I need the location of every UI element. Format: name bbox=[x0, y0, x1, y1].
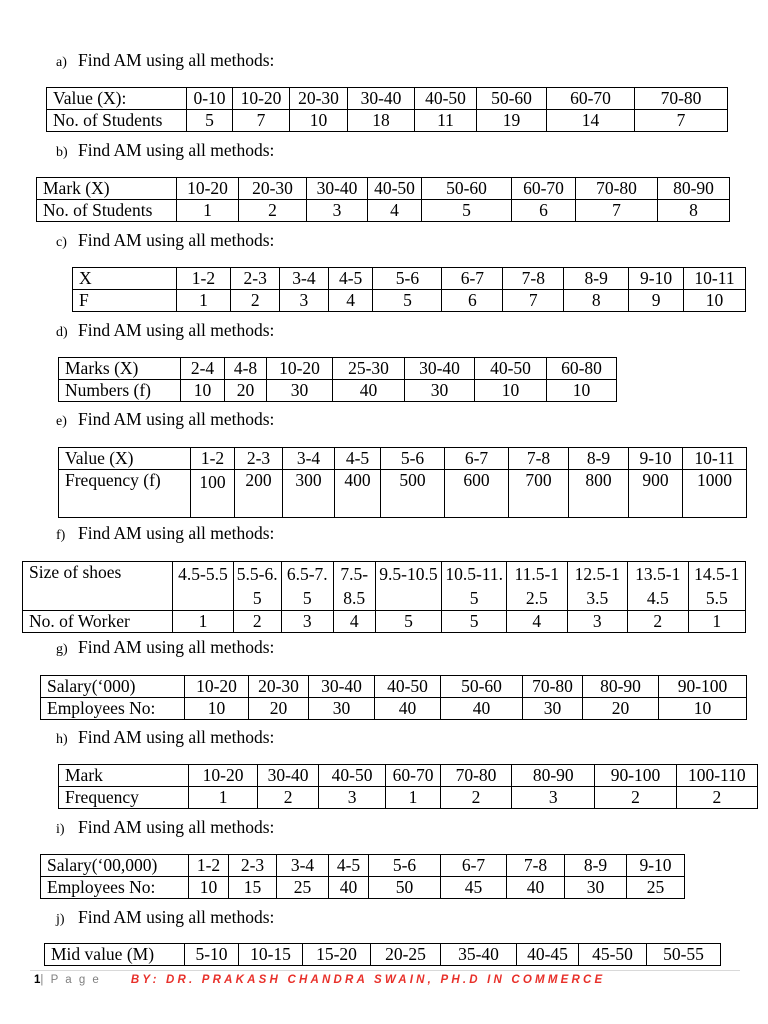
table-cell: 1 bbox=[189, 787, 258, 809]
table-cell: 15-20 bbox=[303, 944, 371, 966]
table-cell: 2 bbox=[231, 290, 280, 312]
table-cell: 50-60 bbox=[441, 676, 523, 698]
table-cell: 20-25 bbox=[371, 944, 441, 966]
table-row bbox=[73, 290, 746, 312]
table-cell: 2-3 bbox=[231, 268, 280, 290]
table-i bbox=[40, 854, 685, 899]
table-cell: 35-40 bbox=[441, 944, 517, 966]
question-text: Find AM using all methods: bbox=[78, 230, 275, 250]
table-row bbox=[37, 178, 730, 200]
table-cell: 2 bbox=[628, 611, 689, 633]
table-cell: 30-40 bbox=[405, 358, 475, 380]
table-a bbox=[46, 87, 728, 132]
author-credit: BY: DR. PRAKASH CHANDRA SWAIN, PH.D IN COMMERCE bbox=[130, 974, 606, 986]
table-cell: 10-20 bbox=[233, 88, 290, 110]
table-cell: 30 bbox=[309, 698, 375, 720]
table-row bbox=[59, 787, 758, 809]
table-cell: 70-80 bbox=[635, 88, 728, 110]
table-cell: 13.5-14.5 bbox=[628, 562, 689, 611]
table-cell: 10 bbox=[475, 380, 547, 402]
row-header: No. of Students bbox=[47, 110, 187, 132]
table-cell: 9-10 bbox=[629, 448, 683, 470]
table-cell: 30 bbox=[405, 380, 475, 402]
table-cell: 4-5 bbox=[328, 268, 373, 290]
table-cell: 10 bbox=[547, 380, 617, 402]
table-row bbox=[73, 268, 746, 290]
table-row bbox=[41, 877, 685, 899]
table-c bbox=[72, 267, 746, 312]
table-cell: 2-4 bbox=[181, 358, 225, 380]
table-row bbox=[23, 611, 746, 633]
table-cell: 3 bbox=[567, 611, 628, 633]
question-text: Find AM using all methods: bbox=[78, 637, 275, 657]
table-cell: 6-7 bbox=[445, 448, 509, 470]
table-cell: 20 bbox=[583, 698, 659, 720]
table-cell: 5 bbox=[422, 200, 512, 222]
row-header: Mark (X) bbox=[37, 178, 177, 200]
table-cell: 1 bbox=[688, 611, 745, 633]
table-cell: 10-11 bbox=[684, 268, 746, 290]
table-cell: 11.5-12.5 bbox=[507, 562, 568, 611]
table-cell: 30 bbox=[565, 877, 627, 899]
table-cell: 10 bbox=[659, 698, 747, 720]
table-cell: 25 bbox=[277, 877, 329, 899]
table-cell: 9 bbox=[629, 290, 684, 312]
table-cell: 30-40 bbox=[309, 676, 375, 698]
table-cell: 2-3 bbox=[235, 448, 283, 470]
table-cell: 45-50 bbox=[579, 944, 647, 966]
table-cell: 50-60 bbox=[422, 178, 512, 200]
table-cell: 900 bbox=[629, 470, 683, 518]
question-label: a) bbox=[56, 55, 67, 70]
table-row bbox=[47, 88, 728, 110]
table-cell: 7-8 bbox=[507, 855, 565, 877]
table-cell: 30-40 bbox=[348, 88, 415, 110]
page-number: 1 bbox=[34, 974, 41, 986]
table-cell: 90-100 bbox=[659, 676, 747, 698]
table-cell: 50 bbox=[369, 877, 441, 899]
question-label: j) bbox=[56, 912, 65, 927]
table-cell: 500 bbox=[381, 470, 445, 518]
table-cell: 7-8 bbox=[503, 268, 564, 290]
question-a bbox=[56, 50, 274, 73]
table-cell: 40 bbox=[441, 698, 523, 720]
table-cell: 70-80 bbox=[523, 676, 583, 698]
table-cell: 10-20 bbox=[185, 676, 249, 698]
table-cell: 50-55 bbox=[647, 944, 721, 966]
table-cell: 100-110 bbox=[676, 765, 757, 787]
table-cell: 5.5-6.5 bbox=[233, 562, 281, 611]
table-cell: 12.5-13.5 bbox=[567, 562, 628, 611]
table-cell: 20-30 bbox=[290, 88, 348, 110]
table-cell: 6-7 bbox=[442, 268, 503, 290]
table-cell: 9-10 bbox=[627, 855, 685, 877]
question-label: b) bbox=[56, 145, 68, 160]
page-label: | P a g e bbox=[40, 974, 101, 986]
table-cell: 5 bbox=[375, 611, 442, 633]
row-header: No. of Worker bbox=[23, 611, 173, 633]
table-cell: 3 bbox=[307, 200, 368, 222]
table-cell: 5 bbox=[442, 611, 507, 633]
table-cell: 2 bbox=[440, 787, 511, 809]
table-cell: 4 bbox=[333, 611, 375, 633]
question-text: Find AM using all methods: bbox=[78, 409, 275, 429]
table-cell: 3-4 bbox=[280, 268, 329, 290]
question-g bbox=[56, 637, 274, 660]
row-header: F bbox=[73, 290, 177, 312]
page-footer bbox=[34, 974, 605, 986]
table-cell: 1 bbox=[176, 290, 231, 312]
table-cell: 7 bbox=[503, 290, 564, 312]
table-cell: 40 bbox=[507, 877, 565, 899]
table-row bbox=[59, 448, 747, 470]
table-cell: 6 bbox=[512, 200, 576, 222]
table-cell: 4.5-5.5 bbox=[173, 562, 234, 611]
question-text: Find AM using all methods: bbox=[78, 320, 275, 340]
table-g bbox=[40, 675, 747, 720]
table-cell: 45 bbox=[441, 877, 507, 899]
table-cell: 400 bbox=[335, 470, 381, 518]
question-c bbox=[56, 230, 274, 253]
table-cell: 7.5-8.5 bbox=[333, 562, 375, 611]
row-header: Employees No: bbox=[41, 698, 185, 720]
question-text: Find AM using all methods: bbox=[78, 727, 275, 747]
table-cell: 1-2 bbox=[189, 855, 229, 877]
table-row bbox=[45, 944, 721, 966]
table-cell: 10-20 bbox=[189, 765, 258, 787]
table-cell: 40 bbox=[333, 380, 405, 402]
question-label: d) bbox=[56, 325, 68, 340]
table-cell: 3 bbox=[281, 611, 333, 633]
table-cell: 300 bbox=[283, 470, 335, 518]
table-cell: 50-60 bbox=[477, 88, 547, 110]
question-label: h) bbox=[56, 732, 68, 747]
table-cell: 80-90 bbox=[658, 178, 730, 200]
table-b bbox=[36, 177, 730, 222]
table-cell: 10-20 bbox=[267, 358, 333, 380]
question-text: Find AM using all methods: bbox=[78, 50, 275, 70]
row-header: Value (X): bbox=[47, 88, 187, 110]
row-header: Numbers (f) bbox=[59, 380, 181, 402]
footer-divider bbox=[30, 970, 740, 971]
table-cell: 7 bbox=[233, 110, 290, 132]
table-cell: 4 bbox=[368, 200, 422, 222]
question-d bbox=[56, 320, 274, 343]
question-label: g) bbox=[56, 642, 68, 657]
table-cell: 2 bbox=[676, 787, 757, 809]
table-cell: 3 bbox=[280, 290, 329, 312]
table-cell: 70-80 bbox=[440, 765, 511, 787]
question-text: Find AM using all methods: bbox=[78, 523, 275, 543]
row-header: Mid value (M) bbox=[45, 944, 185, 966]
table-cell: 15 bbox=[229, 877, 277, 899]
table-cell: 18 bbox=[348, 110, 415, 132]
table-cell: 90-100 bbox=[595, 765, 676, 787]
question-b bbox=[56, 140, 274, 163]
table-cell: 8-9 bbox=[569, 448, 629, 470]
table-cell: 20-30 bbox=[249, 676, 309, 698]
table-row bbox=[47, 110, 728, 132]
table-cell: 30 bbox=[523, 698, 583, 720]
table-cell: 600 bbox=[445, 470, 509, 518]
question-text: Find AM using all methods: bbox=[78, 140, 275, 160]
row-header: Salary(‘000) bbox=[41, 676, 185, 698]
question-label: e) bbox=[56, 414, 67, 429]
table-cell: 10 bbox=[290, 110, 348, 132]
table-cell: 40-50 bbox=[415, 88, 477, 110]
row-header: Salary(‘00,000) bbox=[41, 855, 189, 877]
table-cell: 10.5-11.5 bbox=[442, 562, 507, 611]
table-cell: 30 bbox=[267, 380, 333, 402]
table-cell: 8 bbox=[564, 290, 629, 312]
table-cell: 3 bbox=[512, 787, 595, 809]
row-header: Marks (X) bbox=[59, 358, 181, 380]
table-cell: 60-70 bbox=[547, 88, 635, 110]
table-row bbox=[23, 562, 746, 611]
table-cell: 70-80 bbox=[576, 178, 658, 200]
table-cell: 4 bbox=[507, 611, 568, 633]
table-row bbox=[41, 698, 747, 720]
table-cell: 4-5 bbox=[329, 855, 369, 877]
table-cell: 60-70 bbox=[386, 765, 441, 787]
table-cell: 60-80 bbox=[547, 358, 617, 380]
table-cell: 8-9 bbox=[564, 268, 629, 290]
table-cell: 5-6 bbox=[381, 448, 445, 470]
table-cell: 7 bbox=[635, 110, 728, 132]
table-e bbox=[58, 447, 747, 518]
table-cell: 5-6 bbox=[369, 855, 441, 877]
table-cell: 6-7 bbox=[441, 855, 507, 877]
table-h bbox=[58, 764, 758, 809]
table-cell: 800 bbox=[569, 470, 629, 518]
table-cell: 6.5-7.5 bbox=[281, 562, 333, 611]
table-cell: 25 bbox=[627, 877, 685, 899]
table-cell: 3-4 bbox=[277, 855, 329, 877]
table-cell: 10-15 bbox=[239, 944, 303, 966]
table-cell: 2 bbox=[595, 787, 676, 809]
table-cell: 1-2 bbox=[191, 448, 235, 470]
table-cell: 10-20 bbox=[177, 178, 239, 200]
table-cell: 40 bbox=[375, 698, 441, 720]
table-cell: 700 bbox=[509, 470, 569, 518]
question-label: i) bbox=[56, 822, 65, 837]
table-cell: 3-4 bbox=[283, 448, 335, 470]
table-cell: 14 bbox=[547, 110, 635, 132]
table-j bbox=[44, 943, 721, 966]
table-row bbox=[41, 676, 747, 698]
table-cell: 2 bbox=[233, 611, 281, 633]
table-cell: 0-10 bbox=[187, 88, 233, 110]
table-cell: 2 bbox=[258, 787, 319, 809]
table-cell: 10 bbox=[189, 877, 229, 899]
table-cell: 1-2 bbox=[176, 268, 231, 290]
table-cell: 25-30 bbox=[333, 358, 405, 380]
table-cell: 1 bbox=[173, 611, 234, 633]
table-cell: 7 bbox=[576, 200, 658, 222]
table-cell: 100 bbox=[191, 470, 235, 518]
table-cell: 11 bbox=[415, 110, 477, 132]
table-cell: 40-50 bbox=[368, 178, 422, 200]
table-cell: 4 bbox=[328, 290, 373, 312]
table-cell: 5-6 bbox=[373, 268, 442, 290]
table-cell: 200 bbox=[235, 470, 283, 518]
table-row bbox=[59, 765, 758, 787]
table-cell: 5 bbox=[373, 290, 442, 312]
table-cell: 8 bbox=[658, 200, 730, 222]
table-cell: 80-90 bbox=[512, 765, 595, 787]
table-row bbox=[59, 380, 617, 402]
table-cell: 5-10 bbox=[185, 944, 239, 966]
question-h bbox=[56, 727, 274, 750]
question-label: c) bbox=[56, 235, 67, 250]
table-cell: 2-3 bbox=[229, 855, 277, 877]
table-cell: 10 bbox=[684, 290, 746, 312]
table-cell: 40-45 bbox=[517, 944, 579, 966]
table-row bbox=[59, 358, 617, 380]
table-cell: 10 bbox=[181, 380, 225, 402]
question-label: f) bbox=[56, 528, 66, 543]
table-cell: 1 bbox=[177, 200, 239, 222]
table-cell: 40-50 bbox=[319, 765, 386, 787]
table-cell: 20 bbox=[249, 698, 309, 720]
question-f bbox=[56, 523, 274, 546]
question-text: Find AM using all methods: bbox=[78, 907, 275, 927]
question-j bbox=[56, 907, 274, 930]
table-cell: 10-11 bbox=[683, 448, 747, 470]
table-cell: 80-90 bbox=[583, 676, 659, 698]
table-cell: 8-9 bbox=[565, 855, 627, 877]
table-cell: 20 bbox=[225, 380, 267, 402]
table-cell: 2 bbox=[239, 200, 307, 222]
question-text: Find AM using all methods: bbox=[78, 817, 275, 837]
row-header: Mark bbox=[59, 765, 189, 787]
row-header: Frequency bbox=[59, 787, 189, 809]
row-header: Frequency (f) bbox=[59, 470, 191, 518]
table-cell: 9-10 bbox=[629, 268, 684, 290]
table-row bbox=[41, 855, 685, 877]
table-cell: 1000 bbox=[683, 470, 747, 518]
table-row bbox=[37, 200, 730, 222]
row-header: X bbox=[73, 268, 177, 290]
table-cell: 40 bbox=[329, 877, 369, 899]
row-header: Employees No: bbox=[41, 877, 189, 899]
table-cell: 60-70 bbox=[512, 178, 576, 200]
table-d bbox=[58, 357, 617, 402]
row-header: No. of Students bbox=[37, 200, 177, 222]
row-header: Value (X) bbox=[59, 448, 191, 470]
table-cell: 40-50 bbox=[375, 676, 441, 698]
table-cell: 4-8 bbox=[225, 358, 267, 380]
table-cell: 1 bbox=[386, 787, 441, 809]
table-cell: 6 bbox=[442, 290, 503, 312]
table-row bbox=[59, 470, 747, 518]
table-cell: 14.5-15.5 bbox=[688, 562, 745, 611]
table-cell: 5 bbox=[187, 110, 233, 132]
row-header: Size of shoes bbox=[23, 562, 173, 611]
table-cell: 10 bbox=[185, 698, 249, 720]
table-cell: 7-8 bbox=[509, 448, 569, 470]
table-cell: 19 bbox=[477, 110, 547, 132]
question-i bbox=[56, 817, 274, 840]
table-f bbox=[22, 561, 746, 633]
table-cell: 30-40 bbox=[258, 765, 319, 787]
table-cell: 30-40 bbox=[307, 178, 368, 200]
table-cell: 4-5 bbox=[335, 448, 381, 470]
table-cell: 9.5-10.5 bbox=[375, 562, 442, 611]
table-cell: 40-50 bbox=[475, 358, 547, 380]
question-e bbox=[56, 409, 274, 432]
table-cell: 3 bbox=[319, 787, 386, 809]
table-cell: 20-30 bbox=[239, 178, 307, 200]
